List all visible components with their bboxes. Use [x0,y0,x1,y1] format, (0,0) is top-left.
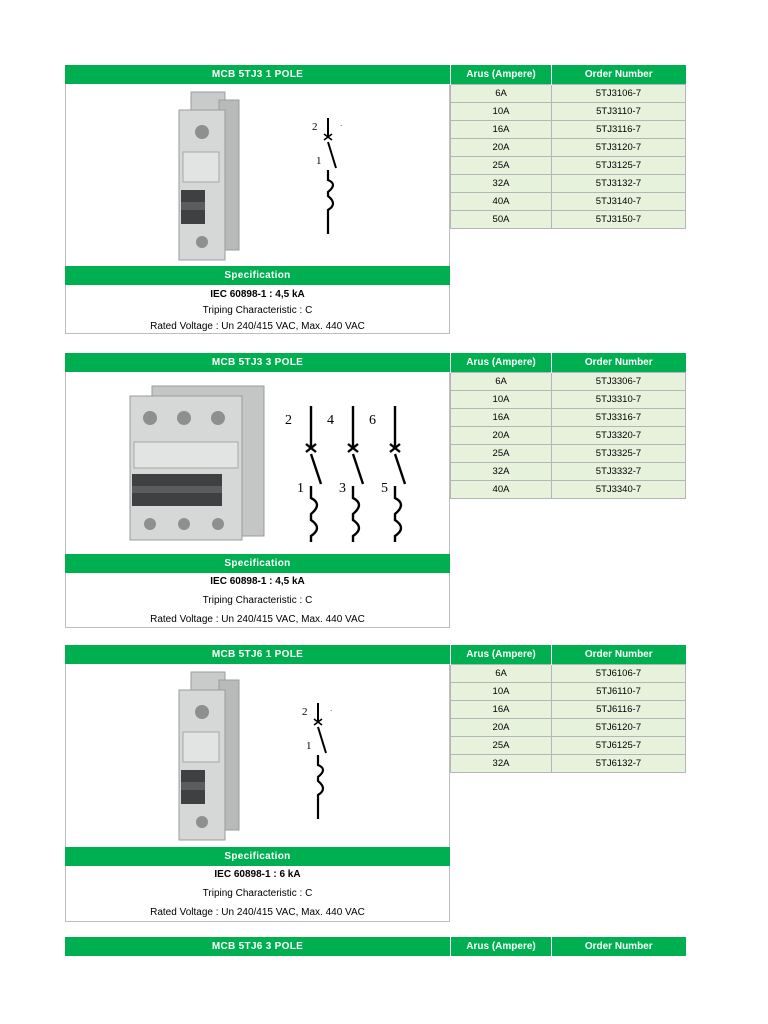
product-image-area [65,372,450,554]
product-image-area [65,84,450,266]
schematic-label-6: 6 [369,413,376,428]
table-header-row [451,645,686,665]
col-header-ampere: Arus (Ampere) [451,645,552,665]
ampere-cell: 32A [451,175,552,193]
col-header-ampere: Arus (Ampere) [451,65,552,85]
svg-text:·: · [330,707,333,715]
ampere-cell: 16A [451,701,552,719]
ampere-cell: 32A [451,755,552,773]
table-row [451,409,686,427]
order-table-panel [450,937,685,956]
order-number-cell: 5TJ3306-7 [552,373,686,391]
order-number-cell: 5TJ3116-7 [552,121,686,139]
spec-body [65,573,450,628]
product-title: MCB 5TJ3 1 POLE [65,65,450,84]
col-header-order: Order Number [552,353,686,373]
ampere-cell: 25A [451,445,552,463]
product-title: MCB 5TJ3 3 POLE [65,353,450,372]
order-table [450,645,686,773]
table-row [451,683,686,701]
schematic-label-1: 1 [306,740,312,752]
table-row [451,211,686,229]
ampere-cell: 25A [451,737,552,755]
spec-voltage: Rated Voltage : Un 240/415 VAC, Max. 440 VAC [150,321,365,332]
order-number-cell: 5TJ3325-7 [552,445,686,463]
table-row [451,463,686,481]
order-number-cell: 5TJ3140-7 [552,193,686,211]
table-row [451,719,686,737]
mcb-3-pole-image [122,382,272,542]
ampere-cell: 10A [451,391,552,409]
ampere-cell: 40A [451,481,552,499]
spec-body [65,285,450,334]
table-row [451,121,686,139]
ampere-cell: 6A [451,665,552,683]
table-row [451,755,686,773]
mcb-1-pole-image [159,90,259,262]
order-table-panel [450,65,685,229]
spec-title: Specification [65,266,450,285]
table-row [451,391,686,409]
schematic-label-5: 5 [381,481,388,496]
order-table [450,65,686,229]
table-row [451,373,686,391]
table-row [451,445,686,463]
product-panel [65,937,450,956]
col-header-order: Order Number [552,645,686,665]
schematic-label-2: 2 [302,706,308,718]
order-number-cell: 5TJ3340-7 [552,481,686,499]
spec-triping: Triping Characteristic : C [202,595,313,606]
spec-triping: Triping Characteristic : C [202,305,313,316]
schematic-label-1: 1 [297,481,304,496]
ampere-cell: 20A [451,139,552,157]
order-table-panel [450,645,685,773]
order-rows [451,373,686,499]
col-header-ampere: Arus (Ampere) [451,937,552,956]
order-number-cell: 5TJ3110-7 [552,103,686,121]
table-row [451,737,686,755]
table-row [451,139,686,157]
ampere-cell: 16A [451,409,552,427]
svg-text:·: · [340,122,343,130]
order-table [450,353,686,499]
table-row [451,85,686,103]
ampere-cell: 40A [451,193,552,211]
order-number-cell: 5TJ3332-7 [552,463,686,481]
mcb-1-pole-image [159,670,259,842]
table-row [451,481,686,499]
table-row [451,665,686,683]
col-header-ampere: Arus (Ampere) [451,353,552,373]
table-row [451,175,686,193]
ampere-cell: 10A [451,103,552,121]
table-row [451,157,686,175]
ampere-cell: 16A [451,121,552,139]
col-header-order: Order Number [552,65,686,85]
schematic-label-1: 1 [316,155,322,167]
schematic-3-pole-symbol [281,392,411,542]
order-table-panel [450,353,685,499]
order-number-cell: 5TJ3316-7 [552,409,686,427]
order-table [450,937,686,956]
order-number-cell: 5TJ3132-7 [552,175,686,193]
schematic-1-pole-symbol [306,114,366,234]
ampere-cell: 32A [451,463,552,481]
product-image-area [65,664,450,847]
table-row [451,701,686,719]
spec-title: Specification [65,847,450,866]
schematic-label-4: 4 [327,413,334,428]
ampere-cell: 50A [451,211,552,229]
ampere-cell: 20A [451,427,552,445]
ampere-cell: 6A [451,373,552,391]
ampere-cell: 6A [451,85,552,103]
order-number-cell: 5TJ3310-7 [552,391,686,409]
product-title: MCB 5TJ6 1 POLE [65,645,450,664]
order-number-cell: 5TJ6110-7 [552,683,686,701]
spec-iec: IEC 60898-1 : 6 kA [214,869,301,880]
ampere-cell: 10A [451,683,552,701]
order-number-cell: 5TJ3106-7 [552,85,686,103]
order-rows [451,85,686,229]
spec-title: Specification [65,554,450,573]
product-panel [65,65,450,334]
product-panel [65,645,450,922]
table-row [451,427,686,445]
spec-iec: IEC 60898-1 : 4,5 kA [210,576,305,587]
spec-triping: Triping Characteristic : C [202,888,313,899]
order-number-cell: 5TJ3150-7 [552,211,686,229]
order-rows [451,665,686,773]
schematic-label-2: 2 [312,121,318,133]
order-number-cell: 5TJ3320-7 [552,427,686,445]
spec-voltage: Rated Voltage : Un 240/415 VAC, Max. 440 VAC [150,614,365,625]
spec-iec: IEC 60898-1 : 4,5 kA [210,289,305,300]
order-number-cell: 5TJ6132-7 [552,755,686,773]
product-panel [65,353,450,628]
ampere-cell: 20A [451,719,552,737]
schematic-label-3: 3 [339,481,346,496]
order-number-cell: 5TJ6125-7 [552,737,686,755]
table-header-row [451,65,686,85]
table-row [451,193,686,211]
table-header-row [451,353,686,373]
spec-voltage: Rated Voltage : Un 240/415 VAC, Max. 440 VAC [150,907,365,918]
order-number-cell: 5TJ6116-7 [552,701,686,719]
table-row [451,103,686,121]
schematic-label-2: 2 [285,413,292,428]
order-number-cell: 5TJ6120-7 [552,719,686,737]
col-header-order: Order Number [552,937,686,956]
table-header-row [451,937,686,956]
order-number-cell: 5TJ3120-7 [552,139,686,157]
product-title: MCB 5TJ6 3 POLE [65,937,450,956]
order-number-cell: 5TJ6106-7 [552,665,686,683]
spec-body [65,866,450,922]
order-number-cell: 5TJ3125-7 [552,157,686,175]
ampere-cell: 25A [451,157,552,175]
schematic-1-pole-symbol [296,699,356,819]
